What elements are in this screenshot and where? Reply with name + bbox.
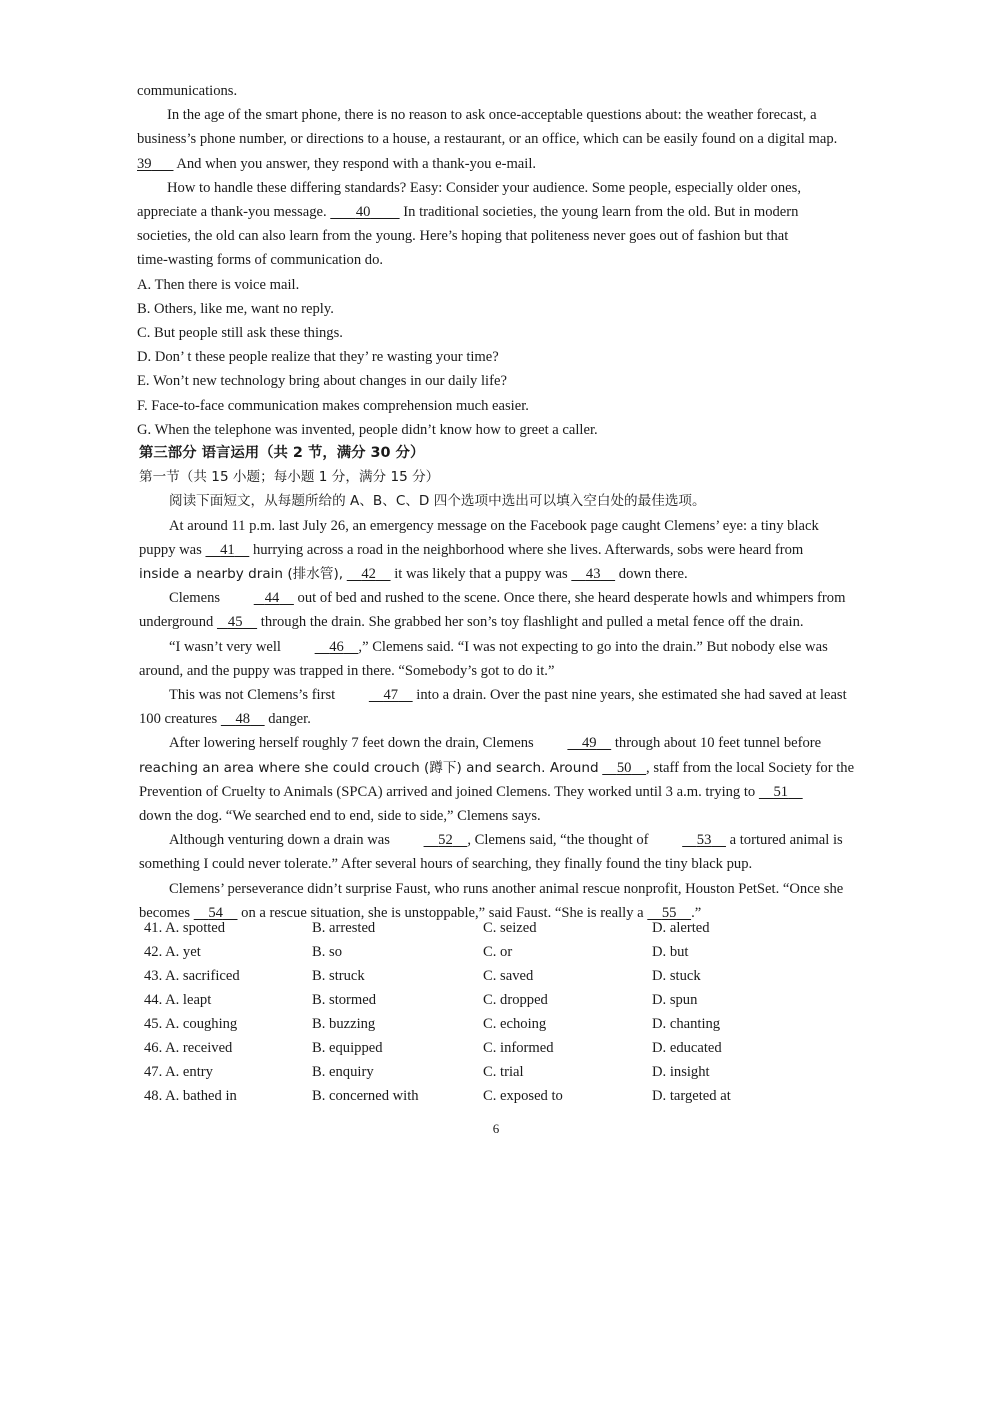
cloze-line: Prevention of Cruelty to Animals (SPCA) arrived and joined Clemens. They worked until 3 a.m. trying to 51 [139,780,855,804]
blank-51: 51 [773,783,789,800]
blank-45: 45 [227,614,243,631]
option-a: A. Then there is voice mail. [137,276,300,293]
option-d: D. Don’ t these people realize that they’ re wasting your time? [137,349,499,366]
blank-39: 39 [137,155,152,172]
choice-43-a: 43. A. sacrificed [144,968,240,984]
blank-46: 46 [329,638,344,655]
option-b: B. Others, like me, want no reply. [137,300,334,317]
blank-53: 53 [696,832,712,849]
cloze-line: Clemens’ perseverance didn’t surprise Faust, who runs another animal rescue nonprofit, Houston PetSet. “Once she [169,880,844,897]
choice-46-d: D. educated [652,1040,722,1056]
cloze-line: After lowering herself roughly 7 feet down the drain, Clemens 49 through about 10 feet tunnel before [139,731,855,755]
cloze-line: something I could never tolerate.” After several hours of searching, they finally found the tiny black pup. [139,856,753,873]
cloze-line: This was not Clemens’s first 47 into a drain. Over the past nine years, she estimated she had saved at least [139,683,855,707]
choice-45-a: 45. A. coughing [144,1016,238,1032]
cloze-line: At around 11 p.m. last July 26, an emergency message on the Facebook page caught Clemens’ eye: a tiny black [169,517,819,534]
choice-46-a: 46. A. received [144,1040,233,1056]
passage-line: In the age of the smart phone, there is no reason to ask once-acceptable questions about: the weather forecast, a [167,107,817,124]
section-title: 第三部分 语言运用（共 2 节，满分 30 分） [139,445,425,461]
choice-48-d: D. targeted at [652,1088,731,1104]
cloze-line: around, and the puppy was trapped in there. “Somebody’s got to do it.” [139,662,555,679]
choice-43-b: B. struck [312,968,365,984]
choice-41-a: 41. A. spotted [144,920,226,936]
cloze-line: inside a nearby drain (排水管), 42 it was likely that a puppy was 43 down there. [139,562,855,586]
choice-46-b: B. equipped [312,1040,383,1056]
choice-43-c: C. saved [483,968,534,984]
choice-41-d: D. alerted [652,920,710,936]
choice-48-c: C. exposed to [483,1088,563,1104]
cloze-line: underground 45 through the drain. She grabbed her son’s toy flashlight and pulled a metal fence off the drain. [139,610,855,634]
section-instruction: 阅读下面短文，从每题所给的 A、B、C、D 四个选项中选出可以填入空白处的最佳选项。 [169,493,706,510]
choice-47-a: 47. A. entry [144,1064,213,1080]
passage-line: societies, the old can also learn from the young. Here’s hoping that politeness never goes out of fashion but that [137,228,789,245]
blank-49: 49 [582,735,597,752]
choice-row-42 [144,944,844,968]
choice-42-d: D. but [652,944,689,960]
cloze-line: Although venturing down a drain was 52 , Clemens said, “the thought of 53 a tortured animal is [139,828,855,852]
cloze-line: becomes 54 on a rescue situation, she is unstoppable,” said Faust. “She is really a 55 .” [139,901,855,925]
cloze-line: down the dog. “We searched end to end, side to side,” Clemens says. [139,808,541,825]
blank-40: 40 [355,204,371,221]
choice-row-41 [144,920,844,944]
cloze-line: “I wasn’t very well 46 ,” Clemens said. “I was not expecting to go into the drain.” But nobody else was [139,635,855,659]
choice-47-b: B. enquiry [312,1064,374,1080]
cloze-section [139,441,855,925]
blank-50: 50 [616,759,632,776]
choice-44-d: D. spun [652,992,698,1008]
blank-43: 43 [585,566,601,583]
choice-45-c: C. echoing [483,1016,547,1032]
choice-44-b: B. stormed [312,992,377,1008]
passage-line: business’s phone number, or directions to a house, a restaurant, or an office, which can be easily found on a digital map. [137,131,838,148]
passage-seven-choose-five [137,79,857,442]
choice-46-c: C. informed [483,1040,554,1056]
passage-line: appreciate a thank-you message. 40 In traditional societies, the young learn from the old. But in modern [137,200,857,224]
choice-row-45 [144,1016,844,1040]
cloze-line: reaching an area where she could crouch (蹲下) and search. Around 50 , staff from the local Society for the [139,756,855,780]
cloze-line: puppy was 41 hurrying across a road in the neighborhood where she lives. Afterwards, sobs were heard from [139,538,855,562]
choice-41-c: C. seized [483,920,537,936]
choice-48-a: 48. A. bathed in [144,1088,237,1104]
passage-line: How to handle these differing standards? Easy: Consider your audience. Some people, especially older ones, [167,179,801,196]
choice-47-c: C. trial [483,1064,524,1080]
choice-47-d: D. insight [652,1064,710,1080]
passage-line: communications. [137,83,238,99]
blank-47: 47 [383,687,399,704]
option-c: C. But people still ask these things. [137,325,343,342]
passage-line: time-wasting forms of communication do. [137,252,384,269]
choice-48-b: B. concerned with [312,1088,419,1104]
choice-44-a: 44. A. leapt [144,992,212,1008]
option-f: F. Face-to-face communication makes comprehension much easier. [137,397,529,414]
section-subtitle: 第一节（共 15 小题；每小题 1 分，满分 15 分） [139,469,440,486]
blank-48: 48 [235,711,251,728]
passage-line: 39 And when you answer, they respond with a thank-you e-mail. [137,152,857,176]
choice-42-c: C. or [483,944,513,960]
blank-55: 55 [661,904,677,921]
choice-41-b: B. arrested [312,920,376,936]
option-g: G. When the telephone was invented, people didn’t know how to greet a caller. [137,421,598,438]
blank-52: 52 [438,832,453,849]
blank-41: 41 [220,541,235,558]
choice-row-47 [144,1064,844,1088]
choice-row-43 [144,968,844,992]
blank-54: 54 [208,904,223,921]
cloze-line: 100 creatures 48 danger. [139,707,855,731]
option-e: E. Won’t new technology bring about changes in our daily life? [137,373,507,390]
cloze-line: Clemens 44 out of bed and rushed to the scene. Once there, she heard desperate howls and whimpers from [139,586,855,610]
choice-45-b: B. buzzing [312,1016,376,1032]
choice-44-c: C. dropped [483,992,548,1008]
choice-row-46 [144,1040,844,1064]
choice-45-d: D. chanting [652,1016,721,1032]
choice-43-d: D. stuck [652,968,701,984]
choice-row-44 [144,992,844,1016]
blank-44: 44 [264,590,280,607]
page-number: 6 [492,1121,500,1136]
choice-row-48 [144,1088,844,1112]
choice-42-b: B. so [312,944,343,960]
choice-42-a: 42. A. yet [144,944,201,960]
blank-42: 42 [361,566,376,583]
